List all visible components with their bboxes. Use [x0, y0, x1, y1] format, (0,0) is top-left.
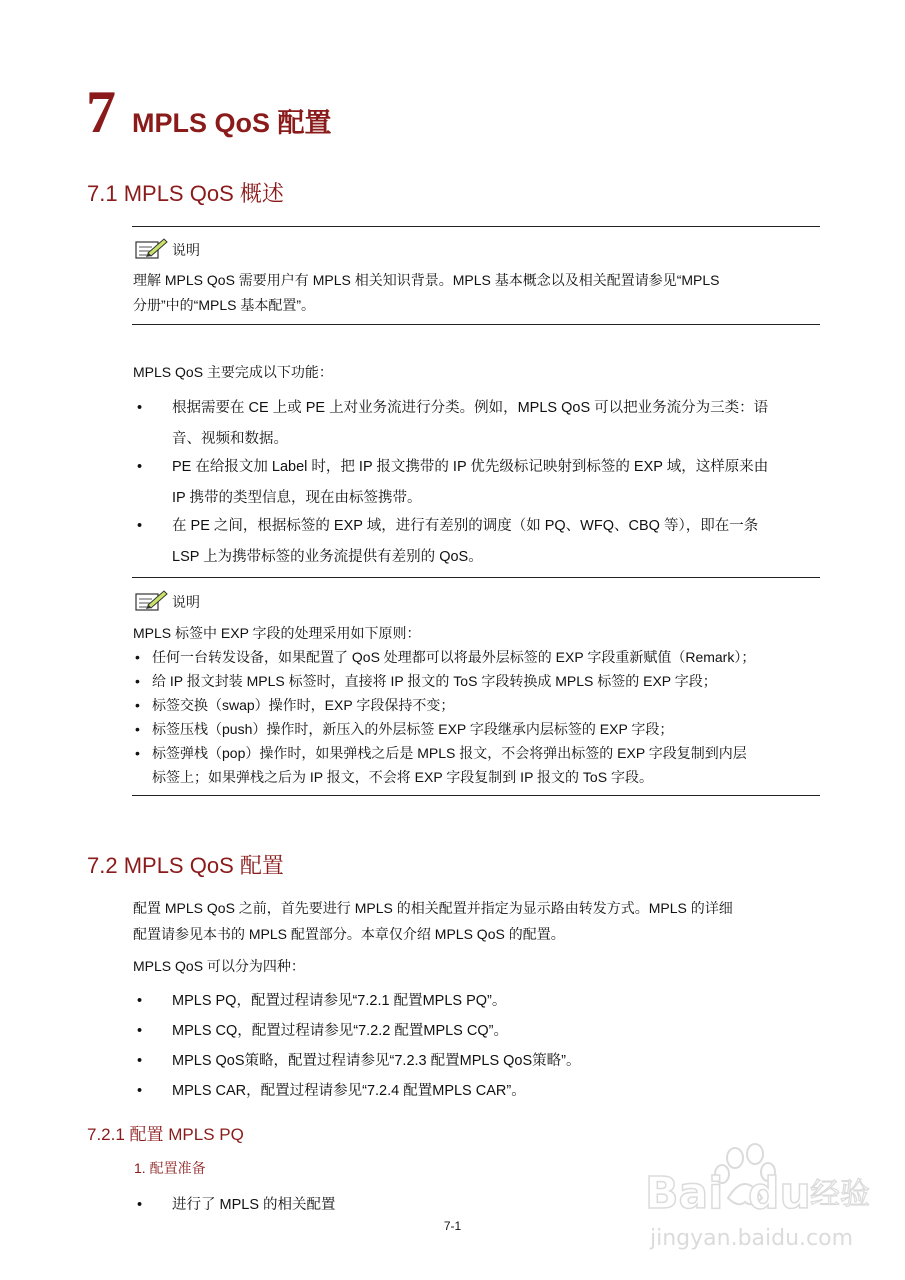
note-bottom-rule — [132, 795, 820, 796]
list-item — [133, 511, 823, 573]
bullet-dot: • — [135, 673, 140, 689]
chapter-heading — [86, 79, 332, 145]
list-item-link[interactable]: MPLS PQ，配置过程请参见“7.2.1 配置MPLS PQ”。 — [172, 993, 507, 1009]
bullet-dot: • — [135, 697, 140, 713]
note-pencil-icon — [134, 588, 168, 612]
list-item — [133, 1046, 823, 1077]
note-header — [134, 588, 200, 612]
baidu-watermark-logo — [640, 1140, 890, 1260]
paragraph-line: 配置请参见本书的 MPLS 配置部分。本章仅介绍 MPLS QoS 的配置。 — [133, 926, 565, 942]
note-intro: MPLS 标签中 EXP 字段的处理采用如下原则： — [133, 625, 421, 641]
note-list-item — [133, 717, 823, 741]
list-item-line: 进行了 MPLS 的相关配置 — [172, 1197, 336, 1213]
bullet-dot: • — [137, 1197, 143, 1213]
subsection-heading-7-2-1: 7.2.1 配置 MPLS PQ — [87, 1125, 244, 1144]
note-list-line: 标签压栈（push）操作时，新压入的外层标签 EXP 字段继承内层标签的 EXP 字段； — [152, 721, 674, 737]
list-item — [133, 1016, 823, 1047]
note-header — [134, 236, 200, 260]
watermark-url: jingyan.baidu.com — [650, 1226, 854, 1251]
bullet-dot: • — [137, 518, 143, 534]
note-bottom-rule — [132, 324, 820, 325]
list-item — [133, 393, 823, 455]
bullet-dot: • — [137, 1023, 143, 1039]
note-list-line: 标签上；如果弹栈之后为 IP 报文，不会将 EXP 字段复制到 IP 报文的 ToS 字段。 — [152, 769, 653, 785]
note-list-line: 标签弹栈（pop）操作时，如果弹栈之后是 MPLS 报文，不会将弹出标签的 EXP 字段复制到内层 — [152, 745, 747, 761]
list-item-line: 音、视频和数据。 — [172, 431, 288, 447]
bullet-dot: • — [137, 400, 143, 416]
list-item-line: PE 在给报文加 Label 时，把 IP 报文携带的 IP 优先级标记映射到标签的 EXP 域，这样原来由 — [172, 459, 769, 475]
list-item-line: IP 携带的类型信息，现在由标签携带。 — [172, 490, 422, 506]
list-item — [133, 1076, 823, 1107]
note-top-rule — [132, 577, 820, 578]
list-item — [133, 986, 823, 1017]
bullet-dot: • — [137, 1053, 143, 1069]
note-label: 说明 — [172, 242, 200, 258]
list-item-link[interactable]: MPLS QoS策略，配置过程请参见“7.2.3 配置MPLS QoS策略”。 — [172, 1053, 581, 1069]
bullet-dot: • — [137, 1083, 143, 1099]
paragraph-line: 配置 MPLS QoS 之前，首先要进行 MPLS 的相关配置并指定为显示路由转发方式。MPLS 的详细 — [133, 900, 733, 916]
list-item — [133, 452, 823, 514]
list-item-line: LSP 上为携带标签的业务流提供有差别的 QoS。 — [172, 549, 483, 565]
intro-paragraph: MPLS QoS 主要完成以下功能： — [133, 364, 333, 380]
note-body — [133, 268, 823, 318]
list-item-line: 根据需要在 CE 上或 PE 上对业务流进行分类。例如，MPLS QoS 可以把业务流分为三类：语 — [172, 400, 769, 416]
note-list-line: 任何一台转发设备，如果配置了 QoS 处理都可以将最外层标签的 EXP 字段重新赋值（Remark）； — [152, 649, 756, 665]
list-item-link[interactable]: MPLS CQ，配置过程请参见“7.2.2 配置MPLS CQ”。 — [172, 1023, 508, 1039]
chapter-title: MPLS QoS 配置 — [132, 108, 332, 138]
list-item-line: 在 PE 之间，根据标签的 EXP 域，进行有差别的调度（如 PQ、WFQ、CBQ 等），即在一条 — [172, 518, 759, 534]
note-list-line: 给 IP 报文封装 MPLS 标签时，直接将 IP 报文的 ToS 字段转换成 MPLS 标签的 EXP 字段； — [152, 673, 717, 689]
note-list-line: 标签交换（swap）操作时，EXP 字段保持不变； — [152, 697, 455, 713]
bullet-dot: • — [135, 745, 140, 761]
bullet-dot: • — [137, 993, 143, 1009]
note-list-item — [133, 645, 823, 669]
config-paragraph — [133, 895, 823, 947]
note-list-item — [133, 693, 823, 717]
bullet-dot: • — [135, 649, 140, 665]
chapter-number: 7 — [86, 79, 116, 145]
note-top-rule — [132, 226, 820, 227]
list-item-link[interactable]: MPLS CAR，配置过程请参见“7.2.4 配置MPLS CAR”。 — [172, 1083, 526, 1099]
bullet-dot: • — [135, 721, 140, 737]
svg-text:du: du — [748, 1168, 811, 1219]
page-number: 7-1 — [443, 1219, 462, 1233]
note-list-item — [133, 741, 823, 789]
note-line: 理解 MPLS QoS 需要用户有 MPLS 相关知识背景。MPLS 基本概念以及相关配置请参见“MPLS — [133, 272, 720, 288]
bullet-dot: • — [137, 459, 143, 475]
note-line: 分册”中的“MPLS 基本配置”。 — [133, 297, 315, 313]
note-label: 说明 — [172, 594, 200, 610]
types-intro: MPLS QoS 可以分为四种： — [133, 958, 305, 974]
note-list-item — [133, 669, 823, 693]
svg-text:Bai: Bai — [645, 1168, 724, 1219]
svg-text:经验: 经验 — [810, 1177, 870, 1212]
step-heading: 1. 配置准备 — [134, 1160, 206, 1176]
section-heading-7-1: 7.1 MPLS QoS 概述 — [87, 181, 284, 206]
section-heading-7-2: 7.2 MPLS QoS 配置 — [87, 853, 284, 878]
note-pencil-icon — [134, 236, 168, 260]
